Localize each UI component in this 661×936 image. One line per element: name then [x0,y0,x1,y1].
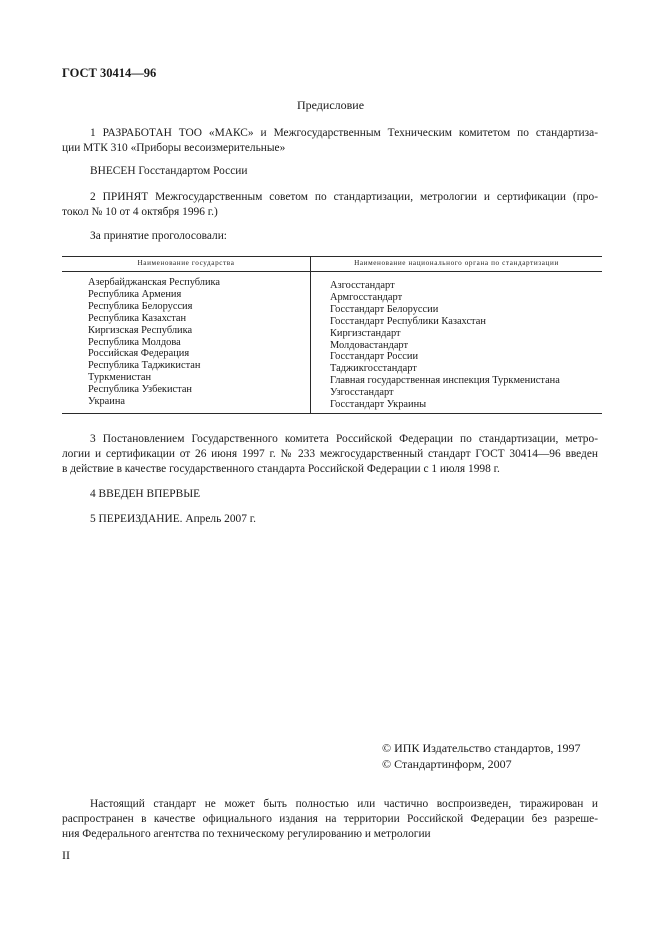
state-item: Туркменистан [88,372,152,384]
document-code: ГОСТ 30414—96 [62,66,157,80]
body-item: Киргизстандарт [330,327,401,339]
state-item: Республика Таджикистан [88,360,201,372]
table-header-state: Наименование государства [137,259,235,267]
state-item: Киргизская Республика [88,324,193,336]
section-enacted-line1: 3 Постановлением Государственного комитета Российской Федерации по стандартизации, метро- [90,433,598,445]
section-introduced: ВНЕСЕН Госстандартом России [90,165,248,177]
state-item: Азербайджанская Республика [88,277,221,288]
body-item: Госстандарт России [330,351,419,363]
page-number: II [62,848,70,862]
reproduction-notice-line1: Настоящий стандарт не может быть полностью или частично воспроизведен, тиражирован и [90,798,598,810]
body-list [330,280,560,411]
body-item: Армгосстандарт [330,291,403,303]
body-item: Госстандарт Украины [330,399,427,411]
state-item: Республика Молдова [88,336,181,348]
state-item: Российская Федерация [88,348,190,360]
table-bottom-rule [62,413,602,414]
section-enacted [62,432,598,477]
voted-label: За принятие проголосовали: [90,230,227,242]
body-item: Узгосстандарт [330,387,394,399]
vote-table [62,256,602,414]
reproduction-notice [62,797,598,842]
state-item: Республика Казахстан [88,312,187,324]
reproduction-notice-line2: распространен в качестве официального издания на территории Российской Федерации без разреше- [62,813,598,825]
section-adopted [62,190,598,220]
body-item: Азгосстандарт [330,280,395,291]
page-title: Предисловие [296,98,365,112]
section-first-introduced: 4 ВВЕДЕН ВПЕРВЫЕ [90,488,201,500]
body-item: Госстандарт Республики Казахстан [330,315,486,327]
state-item: Республика Белоруссия [88,300,193,312]
section-developed-line2: ции МТК 310 «Приборы весоизмерительные» [62,142,286,154]
body-item: Таджикгосстандарт [330,363,417,375]
section-enacted-line3: в действие в качестве государственного стандарта Российской Федерации с 1 июля 1998 г. [62,463,500,475]
state-item: Республика Армения [88,288,182,300]
section-enacted-line2: логии и сертификации от 26 июня 1997 г. № 233 межгосударственный стандарт ГОСТ 30414—96 введен [62,448,598,460]
section-adopted-line2: токол № 10 от 4 октября 1996 г.) [62,206,218,218]
table-header-body: Наименование национального органа по стандартизации [354,259,559,267]
copyright-standartinform: © Стандартинформ, 2007 [382,757,512,771]
table-top-rule [62,256,602,257]
table-column-divider [310,256,311,414]
section-developed-line1: 1 РАЗРАБОТАН ТОО «МАКС» и Межгосударственным Техническим комитетом по стандартиза- [90,127,598,139]
body-item: Госстандарт Белоруссии [330,303,439,315]
state-item: Украина [88,396,126,408]
section-adopted-line1: 2 ПРИНЯТ Межгосударственным советом по стандартизации, метрологии и сертификации (про- [90,191,598,203]
section-developed [62,126,598,156]
body-item: Молдовастандарт [330,339,409,351]
body-item: Главная государственная инспекция Туркменистана [330,375,560,387]
state-item: Республика Узбекистан [88,384,192,396]
copyright-publisher: © ИПК Издательство стандартов, 1997 [382,741,581,755]
section-reissue: 5 ПЕРЕИЗДАНИЕ. Апрель 2007 г. [90,513,257,525]
state-list [88,277,220,408]
table-header-rule [62,271,602,272]
reproduction-notice-line3: ния Федерального агентства по техническому регулированию и метрологии [62,828,431,840]
